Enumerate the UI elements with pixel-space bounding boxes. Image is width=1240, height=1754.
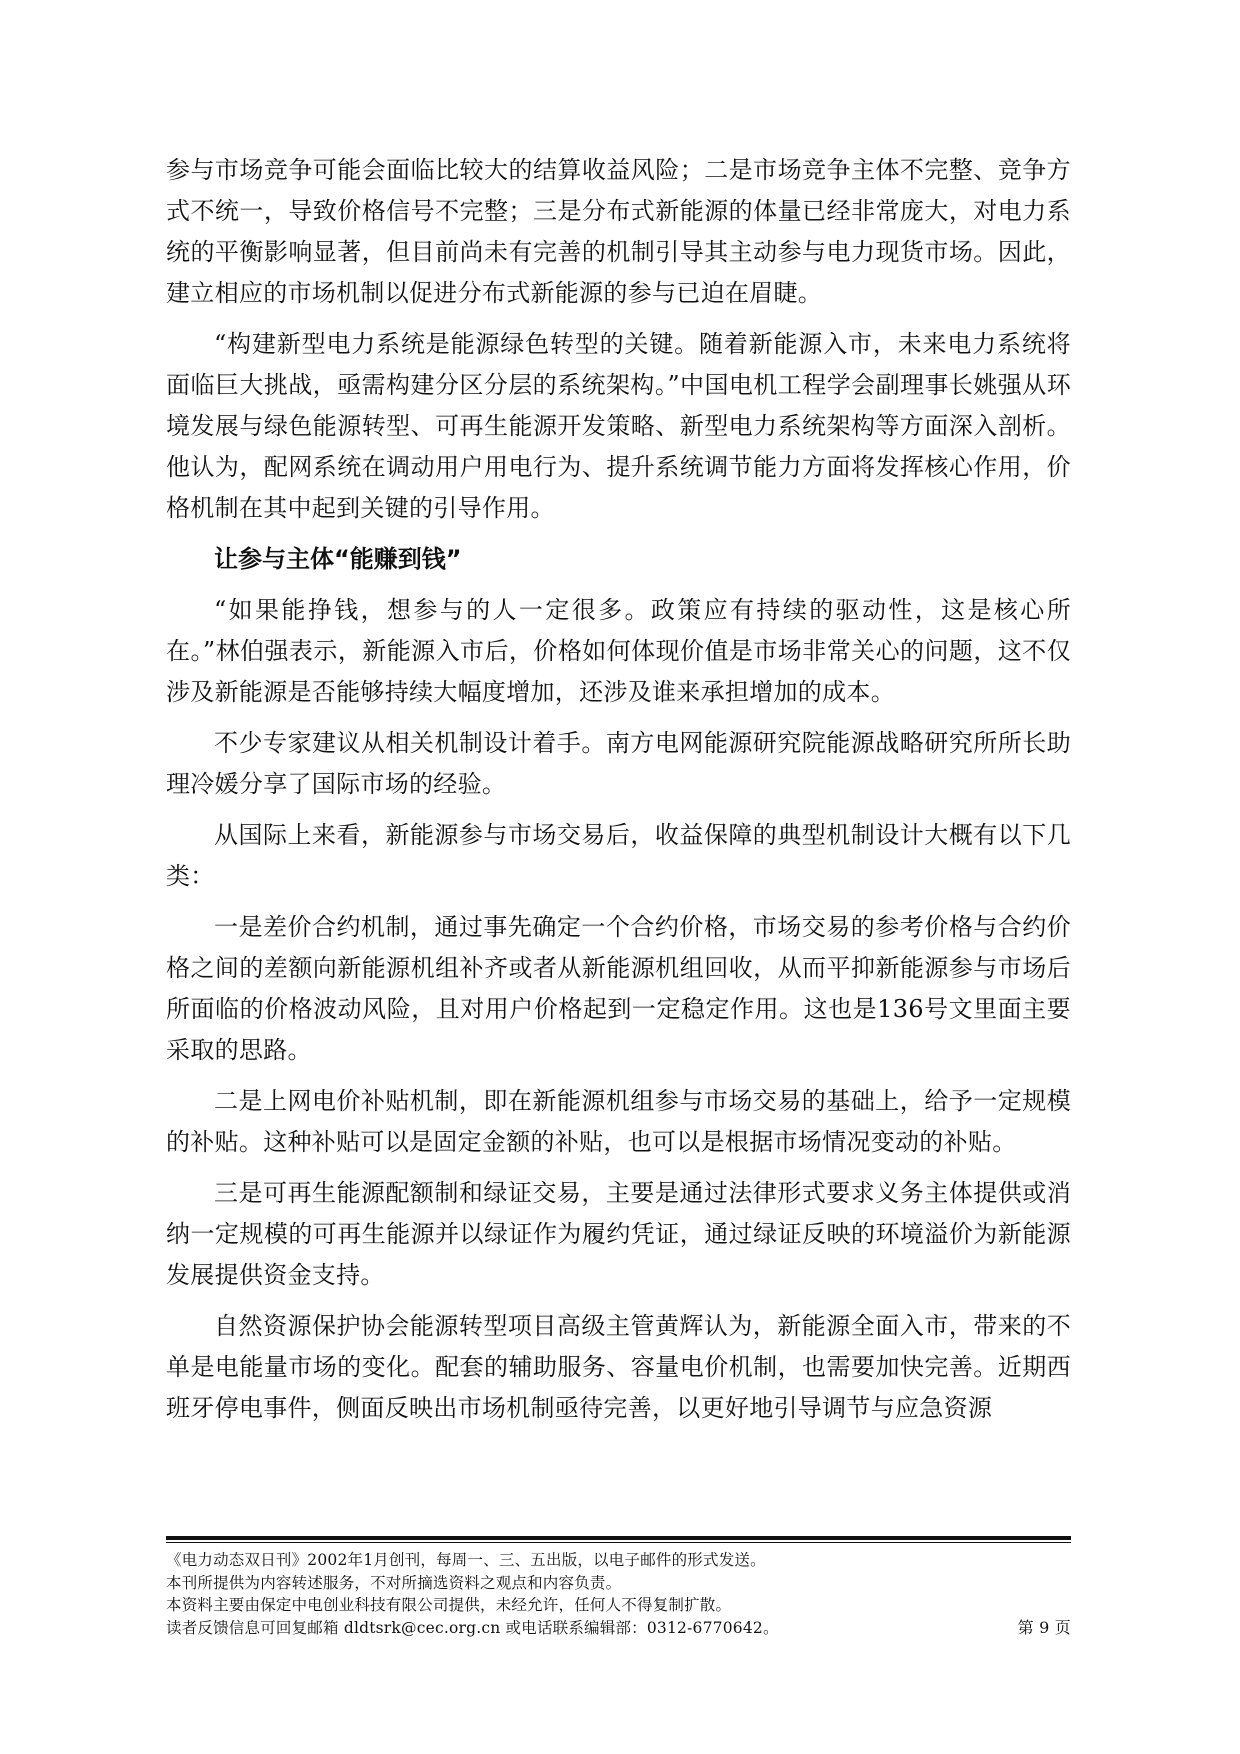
- footer-contact: 读者反馈信息可回复邮箱 dldtsrk@cec.org.cn 或电话联系编辑部：0312-6770642。: [166, 1618, 779, 1637]
- paragraph: 二是上网电价补贴机制，即在新能源机组参与市场交易的基础上，给予一定规模的补贴。这种补贴可以是固定金额的补贴，也可以是根据市场情况变动的补贴。: [166, 1087, 1071, 1156]
- paragraph: 三是可再生能源配额制和绿证交易，主要是通过法律形式要求义务主体提供或消纳一定规模的可再生能源并以绿证作为履约凭证，通过绿证反映的环境溢价为新能源发展提供资金支持。: [166, 1179, 1071, 1289]
- paragraph: “构建新型电力系统是能源绿色转型的关键。随着新能源入市，未来电力系统将面临巨大挑战，亟需构建分区分层的系统架构。”中国电机工程学会副理事长姚强从环境发展与绿色能源转型、可再生能源开发策略、新型电力系统架构等方面深入剖析。他认为，配网系统在调动用户用电行为、提升系统调节能力方面将发挥核心作用，价格机制在其中起到关键的引导作用。: [166, 330, 1071, 522]
- paragraph: 自然资源保护协会能源转型项目高级主管黄辉认为，新能源全面入市，带来的不单是电能量市场的变化。配套的辅助服务、容量电价机制，也需要加快完善。近期西班牙停电事件，侧面反映出市场机制亟待完善，以更好地引导调节与应急资源: [166, 1312, 1071, 1422]
- article-body: [166, 150, 1071, 1439]
- paragraph: 从国际上来看，新能源参与市场交易后，收益保障的典型机制设计大概有以下几类：: [166, 821, 1071, 890]
- paragraph: 一是差价合约机制，通过事先确定一个合约价格，市场交易的参考价格与合约价格之间的差额向新能源机组补齐或者从新能源机组回收，从而平抑新能源参与市场后所面临的价格波动风险，且对用户价格起到一定稳定作用。这也是136号文里面主要采取的思路。: [166, 913, 1071, 1064]
- footer-notes: [166, 1549, 1071, 1639]
- page-number: 第 9 页: [1017, 1617, 1071, 1637]
- paragraph: 参与市场竞争可能会面临比较大的结算收益风险；二是市场竞争主体不完整、竞争方式不统一，导致价格信号不完整；三是分布式新能源的体量已经非常庞大，对电力系统的平衡影响显著，但目前尚未有完善的机制引导其主动参与电力现货市场。因此，建立相应的市场机制以促进分布式新能源的参与已迫在眉睫。: [166, 156, 1071, 307]
- paragraph: “如果能挣钱，想参与的人一定很多。政策应有持续的驱动性，这是核心所在。”林伯强表示，新能源入市后，价格如何体现价值是市场非常关心的问题，这不仅涉及新能源是否能够持续大幅度增加，还涉及谁来承担增加的成本。: [166, 596, 1071, 706]
- footer-divider-thin: [166, 1542, 1071, 1543]
- footer-disclaimer: 本刊所提供为内容转述服务，不对所摘选资料之观点和内容负责。: [166, 1573, 622, 1592]
- footer-contact-row: [166, 1617, 1071, 1640]
- footer-copyright: 本资料主要由保定中电创业科技有限公司提供，未经允许，任何人不得复制扩散。: [166, 1596, 732, 1614]
- paragraph: 不少专家建议从相关机制设计着手。南方电网能源研究院能源战略研究所所长助理冷媛分享了国际市场的经验。: [166, 729, 1071, 798]
- page-footer: [166, 1536, 1071, 1639]
- footer-publication-note: 《电力动态双日刊》2002年1月创刊，每周一、三、五出版，以电子邮件的形式发送。: [166, 1551, 766, 1569]
- section-heading: 让参与主体“能赚到钱”: [214, 545, 462, 573]
- footer-divider-thick: [166, 1536, 1071, 1540]
